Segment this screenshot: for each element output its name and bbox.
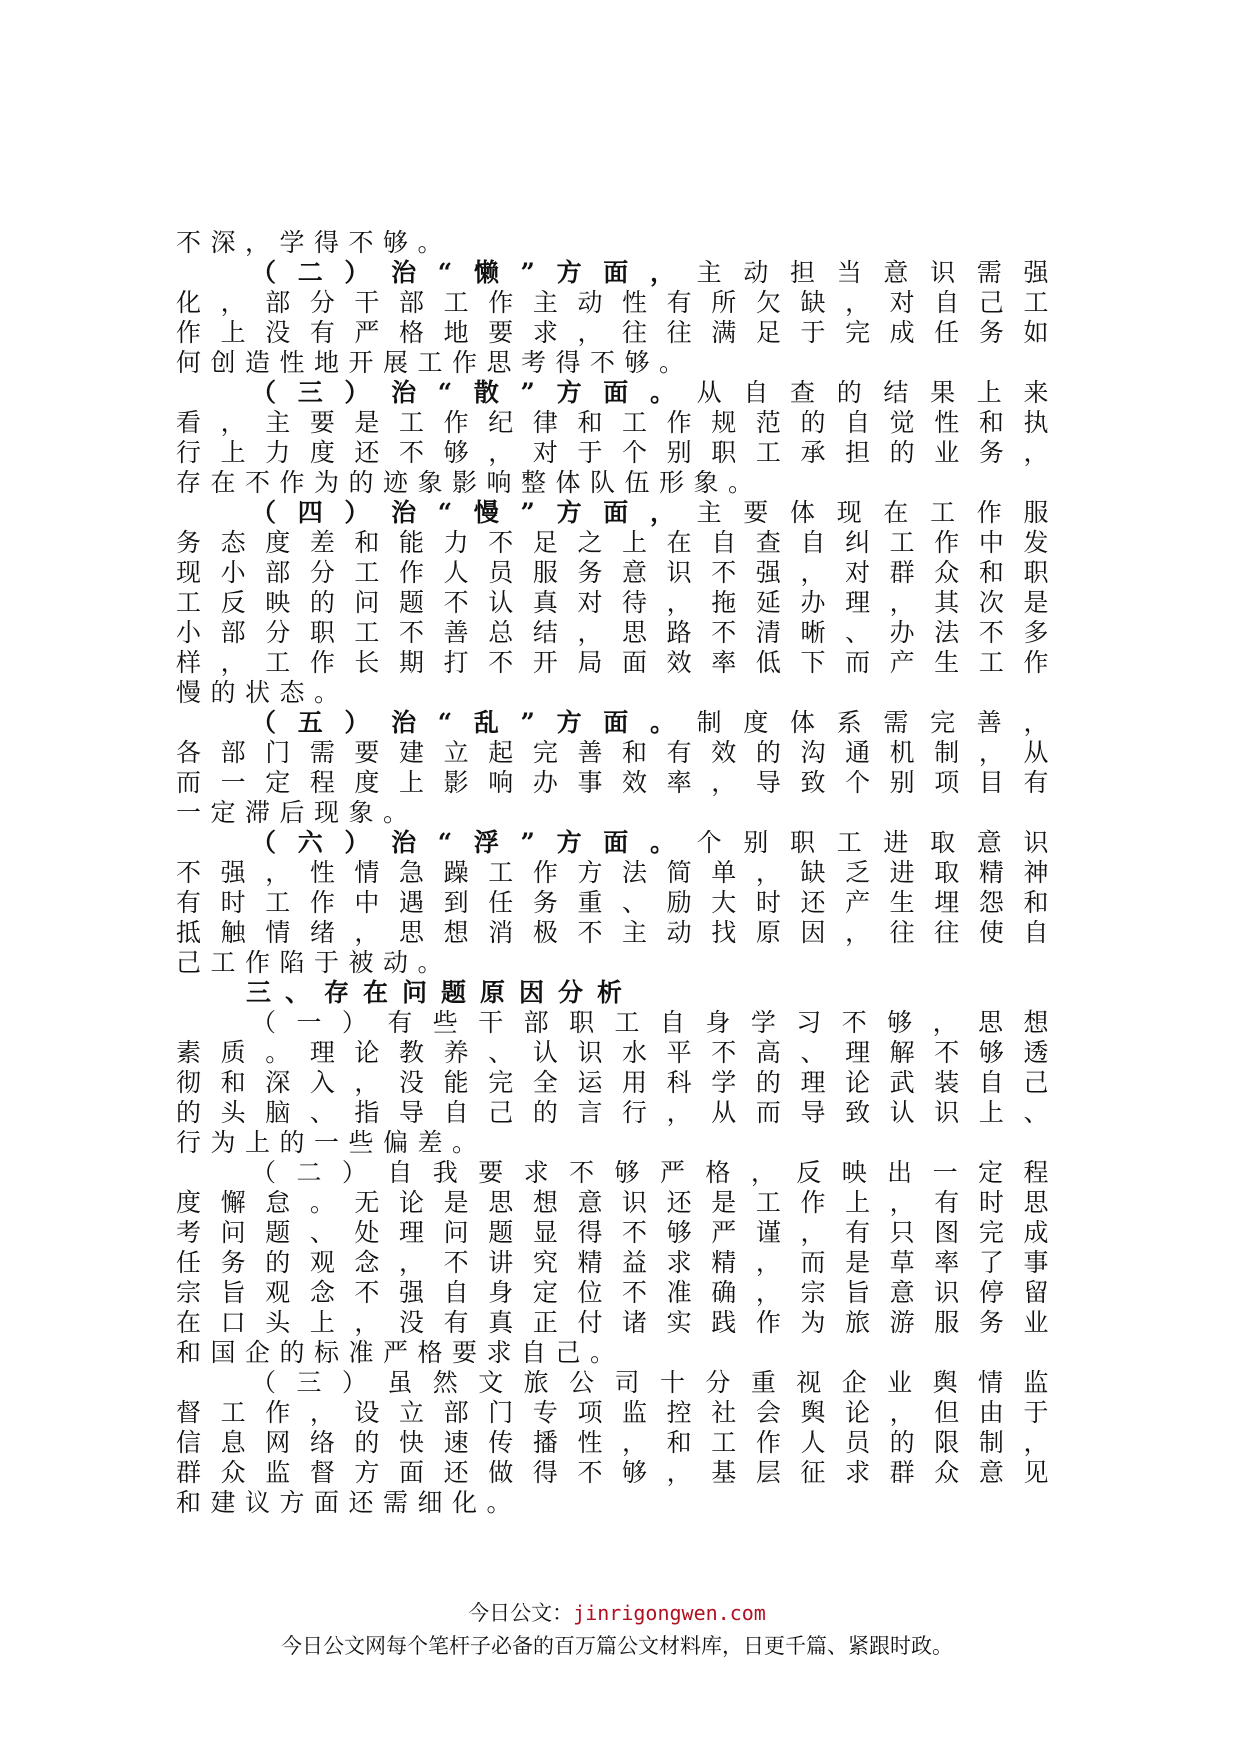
section-5-first-line <box>176 708 1058 738</box>
text-line: 彻和深入，没能完全运用科学的理论武装自己 <box>176 1068 1058 1097</box>
text-line: 务态度差和能力不足之上在自查自纠工作中发 <box>176 528 1058 557</box>
section-3-first-line <box>176 378 1058 408</box>
section-6-heading: （六）治“浮”方面。 <box>251 828 697 857</box>
text-line: 素质。理论教养、认识水平不高、理解不够透 <box>176 1038 1058 1067</box>
text-line: 督工作，设立部门专项监控社会舆论，但由于 <box>176 1398 1058 1427</box>
text-line: 度懈怠。无论是思想意识还是工作上，有时思 <box>176 1188 1058 1217</box>
text-line: 存在不作为的迹象影响整体队伍形象。 <box>176 468 763 497</box>
text-line: 和建议方面还需细化。 <box>176 1488 522 1517</box>
section-4-text: 主要体现在工作服 <box>696 498 1058 527</box>
section-2-heading: （二）治“懒”方面， <box>251 258 697 287</box>
footer-site-link[interactable]: jinrigongwen.com <box>573 1601 766 1625</box>
text-line: 不深，学得不够。 <box>176 228 453 257</box>
text-line: 有时工作中遇到任务重、励大时还产生埋怨和 <box>176 888 1058 917</box>
footer-slogan: 今日公文网每个笔杆子必备的百万篇公文材料库，日更千篇、紧跟时政。 <box>281 1634 953 1658</box>
text-line: 抵触情绪，思想消极不主动找原因，往往使自 <box>176 918 1058 947</box>
text-line: 的头脑、指导自己的言行，从而导致认识上、 <box>176 1098 1058 1127</box>
text-line: 信息网络的快速传播性，和工作人员的限制， <box>176 1428 1058 1457</box>
section-6-first-line <box>176 828 1058 858</box>
text-line: 考问题、处理问题显得不够严谨，有只图完成 <box>176 1218 1058 1247</box>
analysis-heading: 三、存在问题原因分析 <box>246 978 637 1007</box>
text-line: 慢的状态。 <box>176 678 349 707</box>
analysis-2-first-line: （二）自我要求不够严格，反映出一定程 <box>251 1158 1058 1187</box>
text-line: 小部分职工不善总结，思路不清晰、办法不多 <box>176 618 1058 647</box>
text-line: 一定滞后现象。 <box>176 798 418 827</box>
section-3-text: 从自查的结果上来 <box>696 378 1058 407</box>
section-4-first-line <box>176 498 1058 528</box>
document-body <box>176 228 1058 1518</box>
text-line: 不强，性情急躁工作方法简单，缺乏进取精神 <box>176 858 1058 887</box>
text-line: 宗旨观念不强自身定位不准确，宗旨意识停留 <box>176 1278 1058 1307</box>
section-5-heading: （五）治“乱”方面。 <box>251 708 697 737</box>
text-line: 何创造性地开展工作思考得不够。 <box>176 348 694 377</box>
section-5-text: 制度体系需完善， <box>696 708 1058 737</box>
text-line: 各部门需要建立起完善和有效的沟通机制，从 <box>176 738 1058 767</box>
section-4-heading: （四）治“慢”方面， <box>251 498 697 527</box>
analysis-1-first-line: （一）有些干部职工自身学习不够，思想 <box>251 1008 1058 1037</box>
footer-brand: 今日公文： <box>468 1601 574 1625</box>
section-3-heading: （三）治“散”方面。 <box>251 378 697 407</box>
text-line: 作上没有严格地要求，往往满足于完成任务如 <box>176 318 1058 347</box>
text-line: 现小部分工作人员服务意识不强，对群众和职 <box>176 558 1058 587</box>
section-6-text: 个别职工进取意识 <box>696 828 1058 857</box>
text-line: 和国企的标准严格要求自己。 <box>176 1338 625 1367</box>
analysis-3-first-line: （三）虽然文旅公司十分重视企业舆情监 <box>251 1368 1058 1397</box>
text-line: 化，部分干部工作主动性有所欠缺，对自己工 <box>176 288 1058 317</box>
section-2-first-line <box>176 258 1058 288</box>
text-line: 样，工作长期打不开局面效率低下而产生工作 <box>176 648 1058 677</box>
section-2-text: 主动担当意识需强 <box>696 258 1058 287</box>
text-line: 己工作陷于被动。 <box>176 948 453 977</box>
text-line: 而一定程度上影响办事效率，导致个别项目有 <box>176 768 1058 797</box>
footer-brand-line <box>0 1597 1234 1627</box>
text-line: 看，主要是工作纪律和工作规范的自觉性和执 <box>176 408 1058 437</box>
text-line: 任务的观念，不讲究精益求精，而是草率了事 <box>176 1248 1058 1277</box>
text-line: 在口头上，没有真正付诸实践作为旅游服务业 <box>176 1308 1058 1337</box>
text-line: 群众监督方面还做得不够，基层征求群众意见 <box>176 1458 1058 1487</box>
text-line: 行上力度还不够，对于个别职工承担的业务， <box>176 438 1058 467</box>
text-line: 工反映的问题不认真对待，拖延办理，其次是 <box>176 588 1058 617</box>
text-line: 行为上的一些偏差。 <box>176 1128 487 1157</box>
